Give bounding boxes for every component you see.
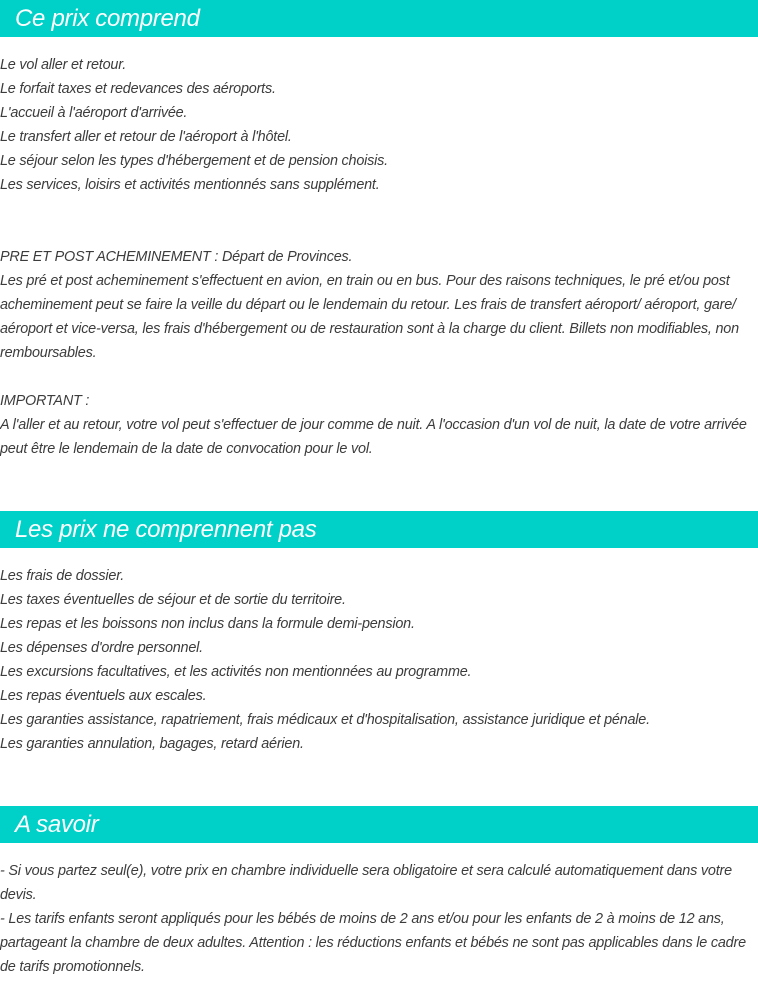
list-item: Les dépenses d'ordre personnel. — [0, 640, 203, 656]
pre-post-text: Les pré et post acheminement s'effectuent en avion, en train ou en bus. Pour des raisons techniques, le pré et/ou post acheminement peut se faire la veille du départ ou le lendemain du retour. Les frais de transfert aéroport/ aéroport, gare/ aéroport et vice-versa, les frais d'hébergement ou de restauration sont à la charge du client. Billets non modifiables, non remboursables. — [0, 273, 739, 361]
excludes-list — [0, 564, 758, 756]
list-item: Les taxes éventuelles de séjour et de sortie du territoire. — [0, 592, 346, 608]
list-item: Les frais de dossier. — [0, 568, 125, 584]
includes-list — [0, 53, 758, 197]
list-item: Le forfait taxes et redevances des aéroports. — [0, 81, 276, 97]
pre-post-heading: PRE ET POST ACHEMINEMENT : Départ de Provinces. — [0, 249, 353, 265]
section-title-excludes: Les prix ne comprennent pas — [0, 511, 758, 548]
list-item: Les repas éventuels aux escales. — [0, 688, 207, 704]
list-item: Le vol aller et retour. — [0, 57, 127, 73]
good-to-know-block — [0, 859, 758, 979]
list-item: L'accueil à l'aéroport d'arrivée. — [0, 105, 188, 121]
list-item: Les garanties annulation, bagages, retard aérien. — [0, 736, 304, 752]
section-title-good-to-know: A savoir — [0, 806, 758, 843]
list-item: Le séjour selon les types d'hébergement et de pension choisis. — [0, 153, 388, 169]
important-block — [0, 389, 758, 461]
list-item: Le transfert aller et retour de l'aéroport à l'hôtel. — [0, 129, 292, 145]
list-item: Les services, loisirs et activités mentionnés sans supplément. — [0, 177, 380, 193]
important-heading: IMPORTANT : — [0, 393, 90, 409]
list-item: Les repas et les boissons non inclus dans la formule demi-pension. — [0, 616, 415, 632]
section-title-includes: Ce prix comprend — [0, 0, 758, 37]
list-item: Les excursions facultatives, et les activités non mentionnées au programme. — [0, 664, 472, 680]
good-to-know-paragraph: - Si vous partez seul(e), votre prix en chambre individuelle sera obligatoire et sera calculé automatiquement dans votre devis. — [0, 863, 732, 903]
important-text: A l'aller et au retour, votre vol peut s'effectuer de jour comme de nuit. A l'occasion d'un vol de nuit, la date de votre arrivée peut être le lendemain de la date de convocation pour le vol. — [0, 417, 747, 457]
good-to-know-paragraph: - Les tarifs enfants seront appliqués pour les bébés de moins de 2 ans et/ou pour les enfants de 2 à moins de 12 ans, partageant la chambre de deux adultes. Attention : les réductions enfants et bébés ne sont pas applicables dans le cadre de tarifs promotionnels. — [0, 911, 746, 975]
list-item: Les garanties assistance, rapatriement, frais médicaux et d'hospitalisation, assistance juridique et pénale. — [0, 712, 650, 728]
pre-post-block — [0, 245, 758, 365]
